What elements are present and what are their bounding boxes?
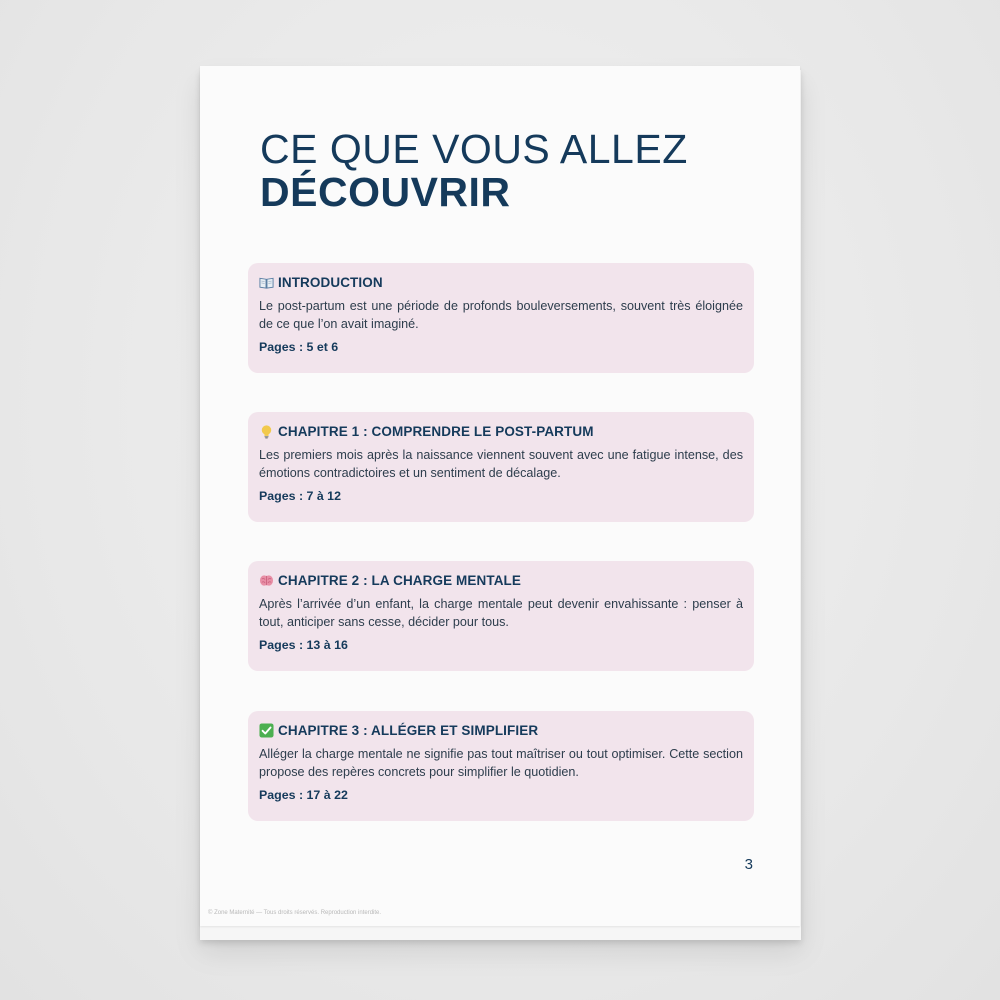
section-description: Les premiers mois après la naissance viennent souvent avec une fatigue intense, des émotions contradictoires et un sentiment de décalage. [259,448,743,480]
section-pages: Pages : 5 et 6 [259,340,339,355]
section-pages: Pages : 13 à 16 [259,638,348,653]
open-book-icon [259,275,274,290]
page-number: 3 [744,856,753,873]
section-heading [259,573,743,588]
document-page [200,66,800,926]
section-heading-text: CHAPITRE 1 : COMPRENDRE LE POST-PARTUM [278,424,594,439]
title-line-1: CE QUE VOUS ALLEZ [260,126,688,172]
title-line-2: DÉCOUVRIR [260,169,511,216]
section-card-introduction [248,263,754,373]
section-heading-text: INTRODUCTION [278,275,383,290]
section-heading-text: CHAPITRE 2 : LA CHARGE MENTALE [278,573,522,588]
section-description: Alléger la charge mentale ne signifie pas tout maîtriser ou tout optimiser. Cette section propose des repères concrets pour simplifier le quotidien. [259,747,743,779]
section-description: Après l’arrivée d’un enfant, la charge mentale peut devenir envahissante : penser à tout, anticiper sans cesse, décider pour tous. [259,597,743,629]
check-mark-box-icon [259,723,274,738]
section-heading [259,424,743,439]
section-heading-text: CHAPITRE 3 : ALLÉGER ET SIMPLIFIER [278,723,539,738]
lightbulb-icon [259,424,274,439]
copyright-footer: © Zone Maternité — Tous droits réservés. Reproduction interdite. [208,910,382,916]
section-description: Le post-partum est une période de profonds bouleversements, souvent très éloignée de ce que l’on avait imaginé. [259,299,743,331]
page-title [260,128,688,215]
section-card-chapter-1 [248,412,754,522]
brain-icon [259,573,274,588]
section-heading [259,723,743,738]
section-pages: Pages : 7 à 12 [259,489,341,504]
section-card-chapter-2 [248,561,754,671]
section-card-chapter-3 [248,711,754,821]
section-pages: Pages : 17 à 22 [259,788,348,803]
section-heading [259,275,743,290]
